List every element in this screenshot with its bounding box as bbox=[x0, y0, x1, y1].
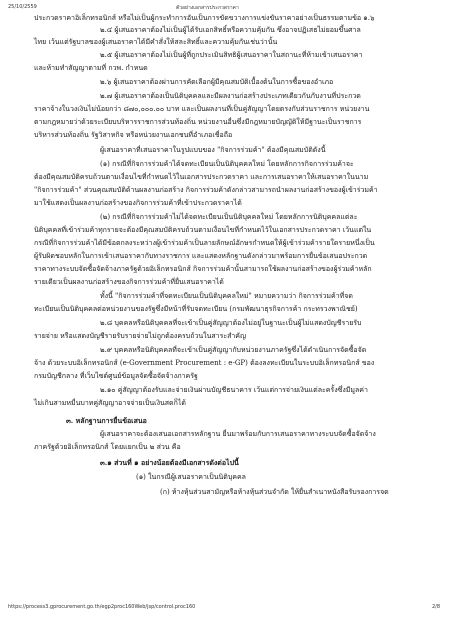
doc-line: ทะเบียนเป็นนิติบุคคลต่อหน่วยงานของรัฐซึ่งมีหน้าที่รับจดทะเบียน (กรมพัฒนาธุรกิจการค้า กระทรวงพาณิชย์) bbox=[34, 305, 358, 313]
page-number: 2/8 bbox=[431, 604, 440, 610]
doc-line: ผู้รับผิดชอบหลักในการเข้าเสนอราคากับทางราชการ และแสดงหลักฐานดังกล่าวมาพร้อมการยื่นข้อเสนอประกวด bbox=[34, 252, 368, 260]
subsection-heading: ๓.๑ ส่วนที่ ๑ อย่างน้อยต้องมีเอกสารดังต่อไปนี้ bbox=[100, 458, 239, 467]
section-heading: ๓. หลักฐานการยื่นข้อเสนอ bbox=[66, 416, 147, 425]
doc-line: ราคาจ้างในวงเงินไม่น้อยกว่า ๘๗๐,๐๐๐.๐๐ บาท และเป็นผลงานที่เป็นคู่สัญญาโดยตรงกับส่วนราชการ หน่วยงาน bbox=[34, 105, 370, 113]
doc-line: ไทย เว้นแต่รัฐบาลของผู้เสนอราคาได้มีคำสั่งให้สละสิทธิ์และความคุ้มกันเช่นว่านั้น bbox=[34, 38, 278, 46]
doc-line: ทั้งนี้ "กิจการร่วมค้าที่จดทะเบียนเป็นนิติบุคคลใหม่" หมายความว่า กิจการร่วมค้าที่จด bbox=[100, 292, 353, 300]
doc-line: กรณีที่กิจการร่วมค้าได้มีข้อตกลงระหว่างผู้เข้าร่วมค้าเป็นลายลักษณ์อักษรกำหนดให้ผู้เข้าร่วมค้ารายใดรายหนึ่งเป็น bbox=[34, 239, 375, 247]
doc-line: ผู้เสนอราคาที่เสนอราคาในรูปแบบของ "กิจการร่วมค้า" ต้องมีคุณสมบัติดังนี้ bbox=[100, 146, 326, 154]
doc-line: ราคาทางระบบจัดซื้อจัดจ้างภาครัฐด้วยอิเล็กทรอนิกส์ กิจการร่วมค้านั้นสามารถใช้ผลงานก่อสร้างของผู้ร่วมค้าหลัก bbox=[34, 265, 372, 273]
doc-line: มาใช้แสดงเป็นผลงานก่อสร้างของกิจการร่วมค้าที่เข้าประกวดราคาได้ bbox=[34, 199, 242, 207]
doc-line: ๒.๙ บุคคลหรือนิติบุคคลที่จะเข้าเป็นคู่สัญญากับหน่วยงานภาครัฐซึ่งได้ดำเนินการจัดซื้อจัด bbox=[100, 346, 367, 354]
doc-line: ต้องมีคุณสมบัติครบถ้วนตามเงื่อนไขที่กำหนดไว้ในเอกสารประกวดราคา และการเสนอราคาให้เสนอราคาในนาม bbox=[34, 173, 369, 181]
doc-line: ๒.๕ ผู้เสนอราคาต้องไม่เป็นผู้ที่ถูกประเมินสิทธิผู้เสนอราคาในสถานะที่ห้ามเข้าเสนอราคา bbox=[100, 51, 363, 59]
doc-line: ๒.๑๐ คู่สัญญาต้องรับและจ่ายเงินผ่านบัญชีธนาคาร เว้นแต่การจ่ายเงินแต่ละครั้งซึ่งมีมูลค่า bbox=[100, 386, 368, 394]
doc-line: รายจ่าย หรือแสดงบัญชีรายรับรายจ่ายไม่ถูกต้องครบถ้วนในสาระสำคัญ bbox=[34, 332, 246, 340]
doc-line: (๑) กรณีที่กิจการร่วมค้าได้จดทะเบียนเป็นนิติบุคคลใหม่ โดยหลักการกิจการร่วมค้าจะ bbox=[100, 160, 354, 168]
doc-line: (๑) ในกรณีผู้เสนอราคาเป็นนิติบุคคล bbox=[136, 473, 246, 481]
doc-line: กรมบัญชีกลาง ที่เว็บไซต์ศูนย์ข้อมูลจัดซื้อจัดจ้างภาครัฐ bbox=[34, 372, 198, 380]
doc-line: นิติบุคคลที่เข้าร่วมค้าทุกรายจะต้องมีคุณสมบัติครบถ้วนตามเงื่อนไขที่กำหนดไว้ในเอกสารประกวดราคา เว้นแต่ใน bbox=[34, 226, 372, 234]
doc-line: ๒.๔ ผู้เสนอราคาต้องไม่เป็นผู้ได้รับเอกสิทธิ์หรือความคุ้มกัน ซึ่งอาจปฏิเสธไม่ยอมขึ้นศาล bbox=[100, 26, 361, 34]
doc-line: และห้ามทำสัญญาตามที่ กวพ. กำหนด bbox=[34, 64, 148, 72]
doc-line: ๒.๖ ผู้เสนอราคาต้องผ่านการคัดเลือกผู้มีคุณสมบัติเบื้องต้นในการซื้อของอำเภอ bbox=[100, 78, 334, 86]
doc-line: (ก) ห้างหุ้นส่วนสามัญหรือห้างหุ้นส่วนจำกัด ให้ยื่นสำเนาหนังสือรับรองการจด bbox=[160, 488, 389, 496]
doc-line: ภาครัฐด้วยอิเล็กทรอนิกส์ โดยแยกเป็น ๒ ส่วน คือ bbox=[34, 443, 181, 451]
doc-line: (๒) กรณีที่กิจการร่วมค้าไม่ได้จดทะเบียนเป็นนิติบุคคลใหม่ โดยหลักการนิติบุคคลแต่ละ bbox=[100, 213, 358, 221]
doc-line: ตามกฎหมายว่าด้วยระเบียบบริหารราชการส่วนท้องถิ่น หน่วยงานอื่นซึ่งมีกฎหมายบัญญัติให้มีฐานะเป็นราชการ bbox=[34, 118, 362, 126]
doc-line: รายเดียวเป็นผลงานก่อสร้างของกิจการร่วมค้าที่ยื่นเสนอราคาได้ bbox=[34, 278, 224, 286]
doc-line: ผู้เสนอราคาจะต้องเสนอเอกสารหลักฐาน ยื่นมาพร้อมกับการเสนอราคาทางระบบจัดซื้อจัดจ้าง bbox=[100, 430, 376, 438]
print-date: 25/10/2559 bbox=[8, 4, 37, 10]
print-url: https://process3.gprocurement.go.th/egp2proc160Web/jsp/control.proc160 bbox=[8, 604, 196, 610]
doc-line: ๒.๗ ผู้เสนอราคาต้องเป็นนิติบุคคลและมีผลงานก่อสร้างประเภทเดียวกันกับงานที่ประกวด bbox=[100, 92, 361, 100]
doc-line: ไม่เกินสามหมื่นบาทคู่สัญญาอาจจ่ายเป็นเงินสดก็ได้ bbox=[34, 399, 186, 407]
doc-line: "กิจการร่วมค้า" ส่วนคุณสมบัติด้านผลงานก่อสร้าง กิจการร่วมค้าดังกล่าวสามารถนำผลงานก่อสร้างของผู้เข้าร่วมค้า bbox=[34, 186, 378, 194]
print-title: ตัวอย่างเอกสารประกวดราคา bbox=[176, 5, 239, 11]
doc-line: บริหารส่วนท้องถิ่น รัฐวิสาหกิจ หรือหน่วยงานเอกชนที่อำเภอเชื่อถือ bbox=[34, 131, 233, 139]
doc-line: จ้าง ด้วยระบบอิเล็กทรอนิกส์ (e-Government Procurement : e-GP) ต้องลงทะเบียนในระบบอิเล็กทรอนิกส์ ของ bbox=[34, 359, 375, 367]
doc-line: ประกวดราคาอิเล็กทรอนิกส์ หรือไม่เป็นผู้กระทำการอันเป็นการขัดขวางการแข่งขันราคาอย่างเป็นธรรมตามข้อ ๑.๖ bbox=[34, 14, 375, 22]
doc-line: ๒.๘ บุคคลหรือนิติบุคคลที่จะเข้าเป็นคู่สัญญาต้องไม่อยู่ในฐานะเป็นผู้ไม่แสดงบัญชีรายรับ bbox=[100, 319, 362, 327]
